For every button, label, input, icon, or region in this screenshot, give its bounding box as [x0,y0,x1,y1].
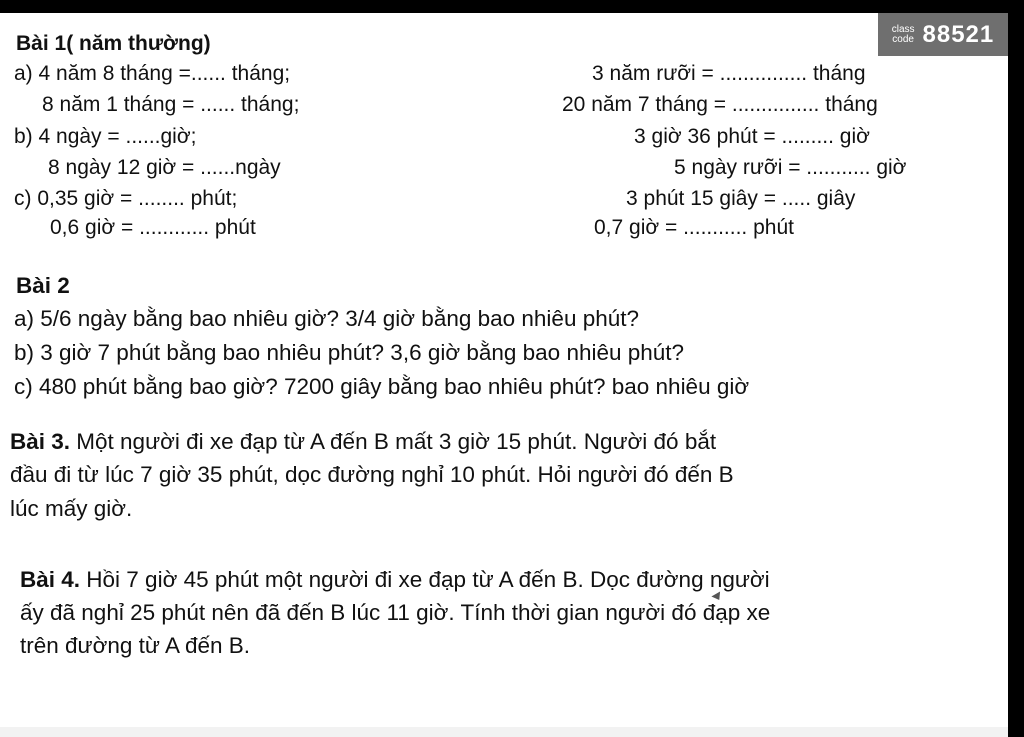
class-code-badge[interactable] [878,13,1008,56]
bai2-line: c) 480 phút bằng bao giờ? 7200 giây bằng bao nhiêu phút? bao nhiêu giờ [14,374,750,399]
class-code-caption [892,25,915,45]
bai1-right-line: 0,7 giờ = ........... phút [594,216,794,239]
bai2-line: b) 3 giờ 7 phút bằng bao nhiêu phút? 3,6 giờ bằng bao nhiêu phút? [14,340,685,365]
bai1-left-line: 8 năm 1 tháng = ...... tháng; [42,93,300,116]
bai1-right-line: 5 ngày rưỡi = ........... giờ [674,156,907,179]
bai1-left-line: a) 4 năm 8 tháng =...... tháng; [14,62,291,85]
bai3-line2: đầu đi từ lúc 7 giờ 35 phút, dọc đường nghỉ 10 phút. Hỏi người đó đến B [10,462,734,487]
bottom-strip [0,727,1008,737]
bai2-title: Bài 2 [16,273,70,298]
bai1-right-line: 3 năm rưỡi = ............... tháng [592,62,866,85]
bai2-line: a) 5/6 ngày bằng bao nhiêu giờ? 3/4 giờ bằng bao nhiêu phút? [14,306,640,331]
bai1-left-line: b) 4 ngày = ......giờ; [14,125,197,148]
bai3-text: Một người đi xe đạp từ A đến B mất 3 giờ 15 phút. Người đó bắt [70,429,717,454]
bai1-right-line: 3 phút 15 giây = ..... giây [626,187,856,210]
bai4-line2: ấy đã nghỉ 25 phút nên đã đến B lúc 11 giờ. Tính thời gian người đó đạp xe [20,600,771,625]
bai4-label: Bài 4. [20,567,81,592]
bai3-line1 [10,429,716,455]
class-code-number: 88521 [922,20,995,48]
class-caption-line2: code [892,33,914,45]
bai3-line3: lúc mấy giờ. [10,496,133,521]
bai1-left-line: 0,6 giờ = ............ phút [50,216,256,239]
bai4-line1 [20,567,770,593]
bai4-text: Hồi 7 giờ 45 phút một người đi xe đạp từ A đến B. Dọc đường người [80,567,770,592]
class-caption-line1: class [891,23,915,35]
bai3-label: Bài 3. [10,429,71,454]
bai1-right-line: 20 năm 7 tháng = ............... tháng [562,93,878,116]
bai1-right-line: 3 giờ 36 phút = ......... giờ [634,125,870,148]
worksheet-page [0,13,1008,737]
bai1-left-line: 8 ngày 12 giờ = ......ngày [48,156,281,179]
bai1-left-line: c) 0,35 giờ = ........ phút; [14,187,238,210]
bai1-title: Bài 1( năm thường) [16,32,211,55]
bai4-line3: trên đường từ A đến B. [20,633,251,658]
